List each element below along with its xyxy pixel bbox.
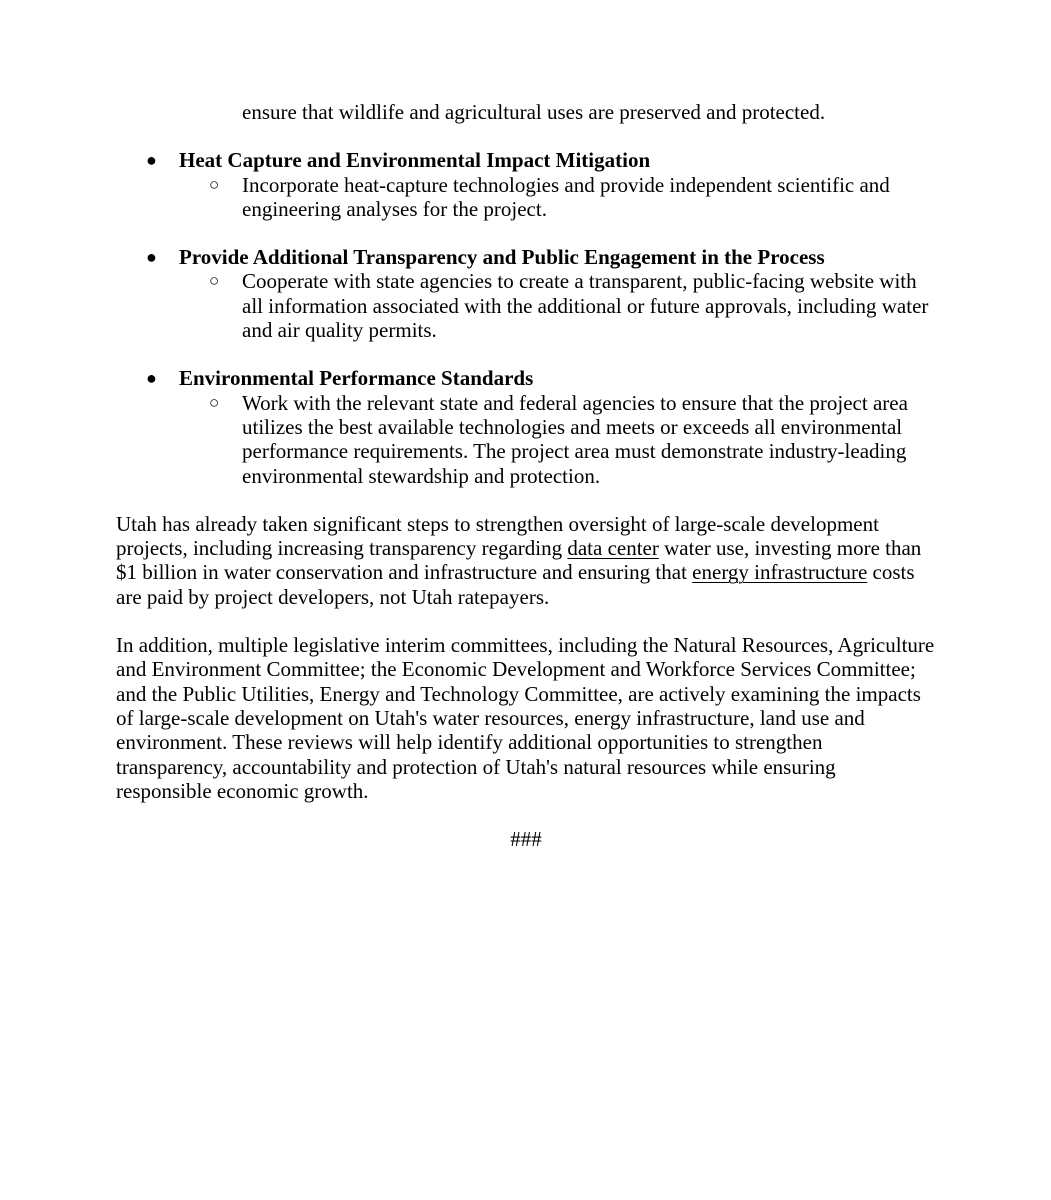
bullet-item-heat-capture: [116, 148, 936, 221]
sub-bullet-item: [116, 391, 936, 488]
hollow-circle-icon: ○: [209, 392, 220, 412]
continuation-text: ensure that wildlife and agricultural uses are preserved and protected.: [242, 100, 826, 124]
paragraph-committees: In addition, multiple legislative interim committees, including the Natural Resources, Agriculture and Environment Committee; the Economic Development and Workforce Services Committee; and the Public Utilities, Energy and Technology Committee, are actively examining the impacts of large-scale development on Utah's water resources, energy infrastructure, land use and environment. These reviews will help identify additional opportunities to strengthen transparency, accountability and protection of Utah's natural resources while ensuring responsible economic growth.: [116, 633, 935, 803]
paragraph-text: costs are paid by project developers, not Utah ratepayers.: [116, 560, 915, 609]
sub-bullet-item: [116, 173, 936, 222]
bullet-dot-icon: ●: [146, 247, 157, 268]
bullet-item-performance-standards: [116, 366, 936, 487]
sub-bullet-item: [116, 269, 936, 342]
bullet-heading: [116, 366, 936, 390]
paragraph-text: water use, investing more than $1 billion in water conservation and infrastructure and ensuring that: [116, 536, 922, 585]
bullet-dot-icon: ●: [146, 368, 157, 389]
bullet-item-transparency: [116, 245, 936, 342]
bullet-heading-text: Heat Capture and Environmental Impact Mitigation: [179, 148, 651, 173]
sub-bullet-text: Incorporate heat-capture technologies and provide independent scientific and engineering analyses for the project.: [242, 172, 890, 221]
energy-infrastructure-link[interactable]: energy infrastructure: [692, 560, 868, 585]
end-of-release-mark: ###: [510, 827, 542, 852]
bullet-heading-text: Provide Additional Transparency and Public Engagement in the Process: [179, 245, 825, 270]
bullet-heading: [116, 245, 936, 269]
paragraph-text: Utah has already taken significant steps to strengthen oversight of large-scale development projects, including increasing transparency regarding: [116, 511, 879, 561]
bullet-heading-text: Environmental Performance Standards: [179, 366, 534, 391]
document-page: [116, 100, 936, 851]
bullet-heading: [116, 148, 936, 172]
bullet-dot-icon: ●: [146, 150, 157, 171]
hollow-circle-icon: ○: [209, 271, 220, 291]
paragraph-oversight: [116, 512, 936, 609]
sub-bullet-text: Cooperate with state agencies to create a transparent, public-facing website with all information associated with the additional or future approvals, including water and air quality permits.: [242, 269, 929, 343]
sub-bullet-text: Work with the relevant state and federal agencies to ensure that the project area utilizes the best available technologies and meets or exceeds all environmental performance requirements. The project area must demonstrate industry-leading environmental stewardship and protection.: [242, 390, 908, 488]
hollow-circle-icon: ○: [209, 174, 220, 194]
data-center-link[interactable]: data center: [567, 536, 659, 561]
